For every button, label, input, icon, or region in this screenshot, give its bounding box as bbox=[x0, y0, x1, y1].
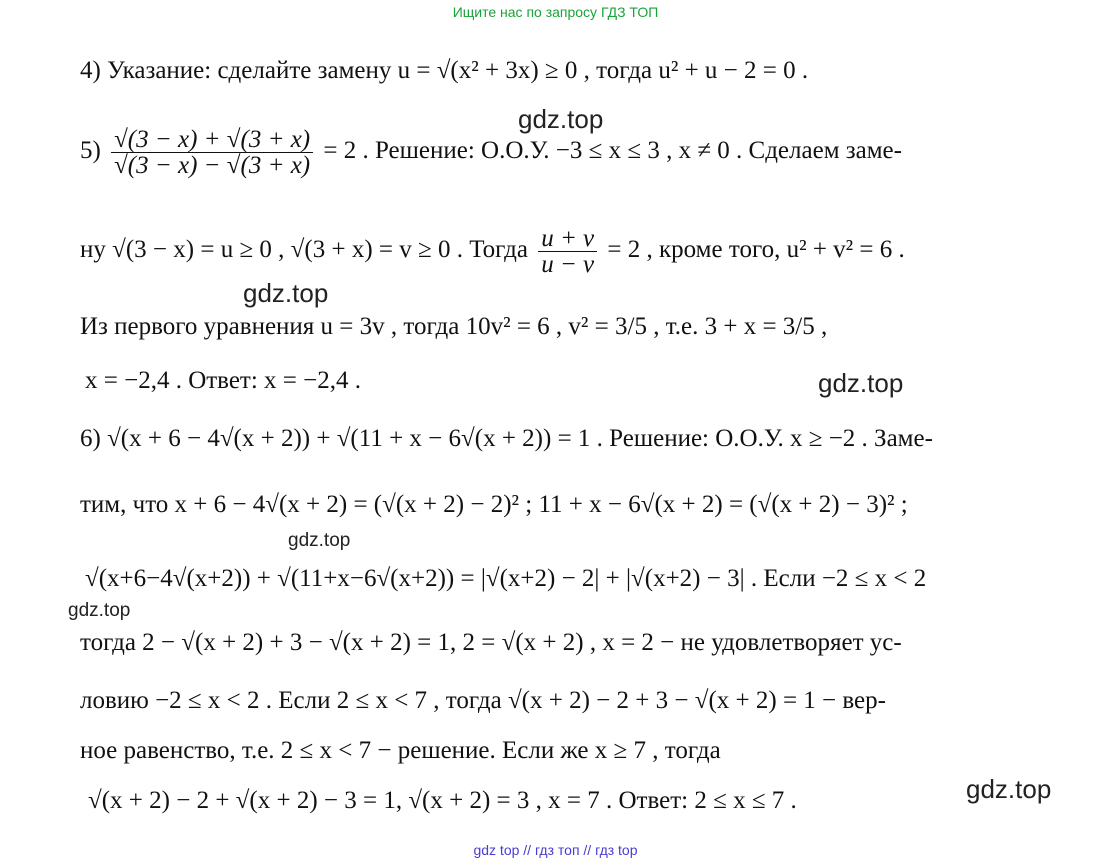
fraction-sqrt-numerator: √(3 − x) + √(3 + x) bbox=[111, 127, 313, 153]
line-case-1: тогда 2 − √(x + 2) + 3 − √(x + 2) = 1, 2 = √(x + 2) , x = 2 − не удовлетворяет ус- bbox=[80, 629, 902, 656]
line-4-hint: 4) Указание: сделайте замену u = √(x² + 3x) ≥ 0 , тогда u² + u − 2 = 0 . bbox=[80, 57, 809, 84]
watermark: gdz.top bbox=[966, 774, 1052, 804]
watermark: gdz.top bbox=[243, 278, 329, 308]
watermark: gdz.top bbox=[288, 530, 351, 551]
watermark: gdz.top bbox=[68, 600, 131, 621]
line-substitution bbox=[80, 226, 905, 277]
line-case-2: ловию −2 ≤ x < 2 . Если 2 ≤ x < 7 , тогда √(x + 2) − 2 + 3 − √(x + 2) = 1 − вер- bbox=[80, 687, 886, 714]
watermark: gdz.top bbox=[518, 104, 604, 134]
footer-links: gdz top // гдз топ // гдз top bbox=[473, 842, 638, 858]
line-case-2-cont: ное равенство, т.е. 2 ≤ x < 7 − решение. Если же x ≥ 7 , тогда bbox=[80, 737, 721, 764]
line-first-equation: Из первого уравнения u = 3v , тогда 10v² = 6 , v² = 3/5 , т.е. 3 + x = 3/5 , bbox=[80, 313, 828, 340]
watermark: gdz.top bbox=[818, 368, 904, 398]
line-note: тим, что x + 6 − 4√(x + 2) = (√(x + 2) − 2)² ; 11 + x − 6√(x + 2) = (√(x + 2) − 3)² ; bbox=[80, 491, 908, 518]
line-substitution-end: = 2 , кроме того, u² + v² = 6 . bbox=[607, 236, 905, 264]
line-abs-expression: √(x+6−4√(x+2)) + √(11+x−6√(x+2)) = |√(x+2) − 2| + |√(x+2) − 3| . Если −2 ≤ x < 2 bbox=[85, 565, 927, 592]
fraction-uv bbox=[538, 226, 597, 277]
line-substitution-start: ну √(3 − x) = u ≥ 0 , √(3 + x) = v ≥ 0 . Тогда bbox=[80, 236, 528, 264]
line-answer-5: x = −2,4 . Ответ: x = −2,4 . bbox=[85, 367, 362, 394]
line-5-label: 5) bbox=[80, 137, 101, 165]
line-5-equation bbox=[80, 127, 902, 178]
fraction-uv-numerator: u + v bbox=[538, 226, 597, 252]
line-answer-6: √(x + 2) − 2 + √(x + 2) − 3 = 1, √(x + 2) = 3 , x = 7 . Ответ: 2 ≤ x ≤ 7 . bbox=[88, 787, 797, 814]
fraction-sqrt-denominator: √(3 − x) − √(3 + x) bbox=[114, 152, 311, 179]
fraction-uv-denominator: u − v bbox=[541, 251, 595, 278]
fraction-sqrt bbox=[111, 127, 313, 178]
search-banner: Ищите нас по запросу ГДЗ ТОП bbox=[452, 4, 659, 20]
line-5-rest: = 2 . Решение: О.О.У. −3 ≤ x ≤ 3 , x ≠ 0 . Сделаем заме- bbox=[323, 137, 902, 165]
line-6-equation: 6) √(x + 6 − 4√(x + 2)) + √(11 + x − 6√(x + 2)) = 1 . Решение: О.О.У. x ≥ −2 . Заме- bbox=[80, 425, 933, 452]
